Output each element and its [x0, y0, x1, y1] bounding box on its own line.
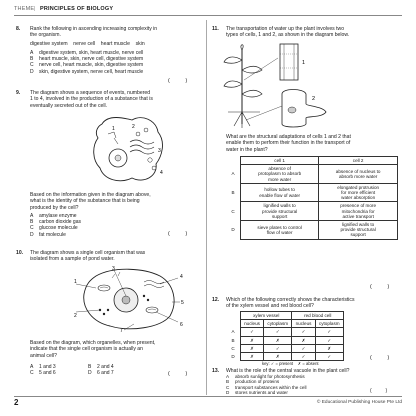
items-list: digestive system nerve cell heart muscle skin	[30, 41, 145, 47]
table-cell	[241, 202, 319, 221]
cell-line: provide structural	[262, 208, 298, 214]
cell-line: elongated protrusion	[337, 184, 380, 190]
question-number: 8.	[16, 26, 21, 32]
table-row[interactable]	[226, 221, 398, 240]
table-cell: ✓	[292, 344, 315, 352]
theme-label: THEME	[14, 6, 35, 12]
question-stem-2	[30, 340, 202, 359]
option-text: 1 and 3	[39, 364, 56, 370]
option-c[interactable]	[30, 370, 88, 376]
table-cell: ✗	[264, 353, 292, 361]
option-key: A	[226, 374, 230, 379]
stem-line: The transportation of water up the plant involves two	[226, 26, 345, 32]
table-group-row	[226, 312, 344, 320]
question-stem-2	[30, 192, 200, 211]
label-4: 4	[160, 170, 163, 176]
table-cell: ✗	[292, 336, 315, 344]
table-cell	[241, 183, 319, 202]
table-row[interactable]	[226, 353, 344, 361]
stem-line: eventually secreted out of the cell.	[30, 102, 108, 109]
question-number: 9.	[16, 90, 21, 96]
table-cell: ✗	[315, 344, 343, 352]
column-header: cytoplasm	[264, 320, 292, 328]
option-key: B	[30, 219, 34, 226]
question-stem	[30, 90, 200, 109]
table-row[interactable]	[226, 165, 398, 184]
option-text: nerve cell, heart muscle, skin, digestive system	[39, 62, 144, 69]
row-key: D	[226, 221, 241, 240]
stem-line: indicate that the single cell organism is actually an	[30, 346, 143, 353]
label-5: 5	[181, 300, 184, 306]
answer-bracket[interactable]: ( )	[168, 78, 188, 84]
question-stem-2	[226, 134, 406, 153]
options	[226, 374, 307, 395]
copyright-notice: © Educational Publishing House Pte Ltd	[316, 400, 402, 405]
option-key: D	[226, 389, 230, 395]
option-key: B	[30, 56, 34, 63]
column-header: nucleus	[241, 320, 264, 328]
table-cell: ✓	[264, 344, 292, 352]
stem-line: what is the identity of the substance that is being	[30, 198, 140, 205]
table-cell	[241, 221, 319, 240]
table-row[interactable]	[226, 183, 398, 202]
label-1: 1	[112, 126, 115, 132]
characteristics-table	[226, 311, 344, 361]
table-row[interactable]	[226, 328, 344, 336]
answer-bracket[interactable]: ( )	[168, 371, 188, 377]
option-d[interactable]	[88, 370, 114, 376]
stem-line: of the xylem vessel and red blood cell?	[226, 303, 314, 310]
column-divider	[206, 20, 207, 395]
table-cell: ✓	[241, 328, 264, 336]
label-6: 6	[180, 322, 183, 328]
cell-line: presence of more	[340, 203, 377, 209]
stem-line: What are the structural adaptations of cells 1 and 2 that	[226, 134, 351, 140]
cell-line: provide structural	[340, 227, 376, 233]
question-stem	[30, 250, 200, 263]
table-row[interactable]	[226, 344, 344, 352]
option-text: fat molecule	[39, 231, 66, 238]
answer-bracket[interactable]: ( )	[168, 231, 188, 237]
option-key: C	[30, 62, 34, 69]
option-text: carbon dioxide gas	[39, 219, 81, 226]
pond-cell-diagram	[74, 266, 186, 332]
table-cell	[319, 183, 398, 202]
table-cell: ✓	[315, 336, 343, 344]
table-cell: ✗	[264, 336, 292, 344]
question-stem	[30, 26, 200, 39]
option-key: B	[226, 379, 230, 385]
column-header: cell 2	[319, 157, 398, 165]
row-key: A	[226, 328, 241, 336]
label-2: 2	[74, 313, 77, 319]
options	[30, 364, 140, 376]
stem-line: The diagram shows a sequence of events, numbered	[30, 90, 151, 96]
question-number: 10.	[16, 250, 24, 256]
cell-line: enable flow of water	[259, 192, 301, 198]
label-2: 2	[132, 124, 135, 130]
stem-line: isolated from a sample of pond water.	[30, 256, 115, 263]
option-key: A	[30, 50, 34, 56]
cell-line: flow of water	[266, 229, 293, 235]
cell-line: absorb more water	[338, 174, 378, 179]
table-cell	[241, 165, 319, 184]
question-number: 12.	[212, 297, 220, 303]
page-number: 2	[14, 398, 19, 407]
answer-bracket[interactable]: ( )	[370, 284, 390, 290]
table-cell	[319, 202, 398, 221]
table-cell: ✓	[315, 328, 343, 336]
secretory-cell-diagram	[88, 112, 168, 186]
option-text: digestive system, skin, heart muscle, nerve cell	[39, 50, 144, 56]
stem-line: animal cell?	[30, 352, 57, 359]
stem-line: 1 to 4, involved in the production of a substance that is	[30, 96, 153, 103]
option-key: D	[30, 68, 34, 75]
cell-line: more water	[268, 176, 292, 182]
option-text: transport substances within the cell	[235, 384, 307, 390]
stem-line: Rank the following in ascending increasing complexity in	[30, 26, 158, 32]
row-key: B	[226, 183, 241, 202]
page-header	[14, 6, 402, 18]
cell-adaptation-table	[226, 156, 398, 240]
cell-line: hollow tubes to	[264, 187, 295, 193]
option-key: C	[30, 370, 34, 377]
label-2: 2	[312, 96, 316, 102]
table-cell	[319, 165, 398, 184]
table-cell: ✓	[315, 353, 343, 361]
option-text: glucose molecule	[39, 225, 78, 232]
option-text: 6 and 7	[97, 370, 114, 377]
option-d[interactable]	[30, 232, 81, 238]
label-3: 3	[158, 148, 161, 154]
option-text: production of proteins	[235, 379, 280, 385]
option-key: D	[88, 370, 92, 377]
label-7: 7	[120, 328, 123, 332]
table-header-row	[226, 157, 398, 165]
option-text: amylase enzyme	[39, 213, 77, 219]
table-cell: ✓	[292, 353, 315, 361]
table-cell: ✗	[241, 344, 264, 352]
plant-transport-diagram	[222, 40, 332, 130]
cell-line: protoplasm to absorb	[258, 171, 302, 177]
column-header: nucleus	[292, 320, 315, 328]
stem-line: Based on the diagram, which organelles, when present,	[30, 340, 156, 346]
cell-line: mitochondria for	[341, 208, 375, 214]
stem-line: Which of the following correctly shows the characteristics	[226, 297, 355, 303]
header-separator: |	[34, 6, 36, 12]
option-text: stores nutrients and water	[235, 389, 288, 395]
theme-title: PRINCIPLES OF BIOLOGY	[40, 6, 114, 12]
table-row[interactable]	[226, 336, 344, 344]
question-stem	[226, 26, 406, 39]
table-cell	[319, 221, 398, 240]
option-key: A	[30, 213, 34, 219]
cell-line: absence of	[268, 166, 291, 172]
option-key: C	[30, 225, 34, 232]
table-cell: ✗	[241, 353, 264, 361]
question-number: 11.	[212, 26, 219, 32]
cell-line: sieve plates to control	[257, 224, 302, 230]
header-rule	[14, 15, 402, 16]
option-text: absorb sunlight for photosynthesis	[235, 374, 305, 379]
stem-line: enable them to perform their function in the transport of	[226, 140, 351, 147]
cell-line: lignified walls to	[342, 222, 375, 228]
option-key: A	[30, 364, 34, 370]
cell-line: water absorption	[341, 195, 376, 201]
label-1: 1	[74, 279, 77, 285]
label-4: 4	[180, 274, 183, 280]
option-text: skin, digestive system, nerve cell, heart muscle	[39, 68, 144, 75]
answer-bracket[interactable]: ( )	[370, 355, 390, 361]
corner-cell	[226, 157, 241, 165]
stem-line: The diagram shows a single cell organism that was	[30, 250, 146, 256]
options	[30, 50, 143, 75]
row-key: C	[226, 344, 241, 352]
cell-line: lignified walls to	[263, 203, 296, 209]
answer-bracket[interactable]: ( )	[370, 388, 388, 394]
options-row-2	[30, 370, 140, 376]
cell-line: support	[271, 213, 288, 219]
column-header: cytoplasm	[315, 320, 343, 328]
group-header: xylem vessel	[241, 312, 292, 320]
table-row[interactable]	[226, 202, 398, 221]
cell-line: for more efficient	[341, 190, 376, 196]
table-cell: ✓	[292, 328, 315, 336]
stem-line: Based on the information given in the diagram above,	[30, 192, 151, 198]
footer-rule	[14, 396, 402, 397]
question-stem	[226, 297, 408, 310]
cell-line: support	[350, 232, 366, 238]
option-text: 2 and 4	[97, 364, 114, 370]
label-3: 3	[112, 266, 115, 272]
row-key: C	[226, 202, 241, 221]
option-text: 5 and 6	[39, 370, 56, 377]
option-text: heart muscle, skin, nerve cell, digestive system	[39, 56, 144, 63]
cell-line: absence of nucleus to	[335, 168, 381, 174]
option-d[interactable]	[226, 390, 307, 395]
option-key: C	[226, 384, 230, 390]
stem-line: types of cells, 1 and 2, as shown in the diagram below.	[226, 32, 350, 39]
stem-line: produced by the cell?	[30, 204, 79, 211]
option-key: B	[88, 364, 92, 370]
label-1: 1	[302, 60, 306, 66]
row-key: B	[226, 336, 241, 344]
table-cell: ✓	[264, 328, 292, 336]
table-cell: ✗	[241, 336, 264, 344]
stem-line: the organism.	[30, 32, 61, 39]
stem-line: water in the plant?	[226, 146, 268, 153]
column-header: cell 1	[241, 157, 319, 165]
table-header-row	[226, 320, 344, 328]
corner-cell	[226, 312, 241, 328]
options	[30, 213, 81, 238]
option-d[interactable]	[30, 69, 143, 75]
cell-line: active transport	[342, 213, 374, 219]
question-number: 13.	[212, 368, 220, 374]
row-key: D	[226, 353, 241, 361]
table-key: key: ✓ = present ✗ = absent	[262, 361, 319, 366]
question-stem: What is the role of the central vacuole in the plant cell?	[226, 368, 350, 374]
row-key: A	[226, 165, 241, 184]
group-header: red blood cell	[292, 312, 344, 320]
option-key: D	[30, 231, 34, 238]
